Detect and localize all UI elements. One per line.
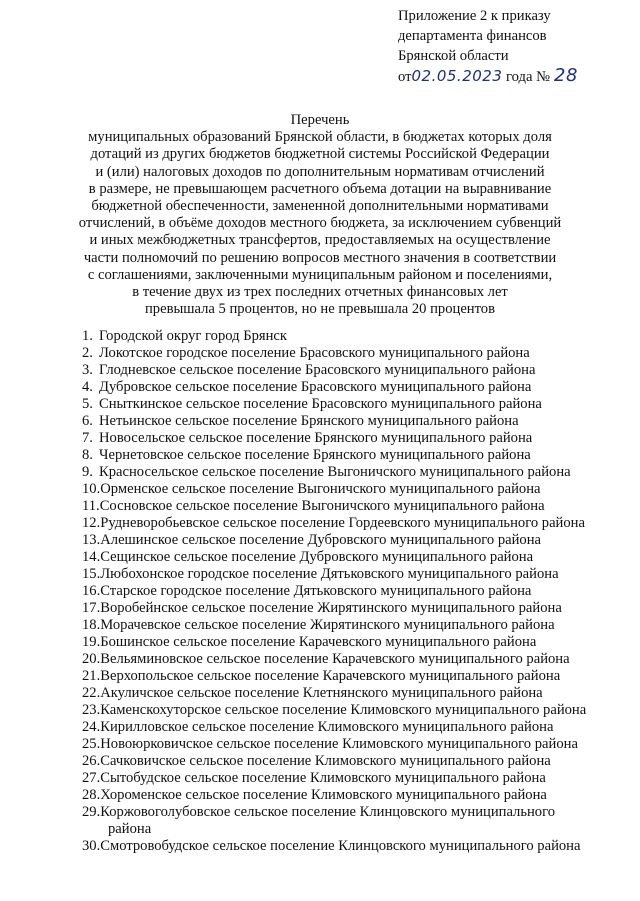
item-label: Верхопольское сельское поселение Карачевского муниципального района <box>100 668 561 684</box>
item-text <box>82 719 553 736</box>
title-line: и иных межбюджетных трансфертов, предоставляемых на осуществление <box>89 232 551 249</box>
item-number: 27. <box>82 770 101 786</box>
title-line: отчислений, в объёме доходов местного бюджета, за исключением субвенций <box>78 215 562 232</box>
item-number: 20. <box>82 651 101 667</box>
list-item <box>82 362 622 379</box>
item-text: Новосельское сельское поселение Брянского муниципального района <box>99 430 533 446</box>
appendix-date-line <box>398 66 628 87</box>
item-number: 11. <box>82 498 100 514</box>
item-number: 9. <box>82 464 93 480</box>
item-number: 2. <box>82 345 93 361</box>
item-text <box>82 770 546 787</box>
item-label: Смотровобудское сельское поселение Клинцовского муниципального района <box>100 838 581 854</box>
appendix-line-2: департамента финансов <box>398 28 547 44</box>
item-label: Любохонское городское поселение Дятьковского муниципального района <box>100 566 559 582</box>
item-number: 17. <box>82 600 101 616</box>
item-number: 12. <box>82 515 101 531</box>
item-text <box>82 668 560 685</box>
item-label: Сачковичское сельское поселение Климовского муниципального района <box>100 753 551 769</box>
item-number: 13. <box>82 532 101 548</box>
item-label: Коржовоголубовское сельское поселение Клинцовского муниципального <box>100 804 556 820</box>
title-line: в размере, не превышающем расчетного объема дотации на выравнивание <box>88 180 552 197</box>
list-item <box>82 481 622 498</box>
title-line: превышала 5 процентов, но не превышала 20 процентов <box>145 301 495 318</box>
handwritten-number: 28 <box>554 65 578 86</box>
title-line: части полномочий по решению вопросов местного значения в соответствии <box>83 249 557 266</box>
item-text <box>82 651 570 668</box>
list-item <box>82 685 622 702</box>
title-heading: Перечень <box>290 112 350 128</box>
item-number: 8. <box>82 447 93 463</box>
item-text <box>82 617 555 634</box>
item-text <box>82 787 547 804</box>
item-number: 5. <box>82 396 93 412</box>
item-label: Воробейнское сельское поселение Жирятинского муниципального района <box>100 600 562 616</box>
handwritten-date: 02.05.2023 <box>411 67 503 85</box>
item-number: 23. <box>82 702 101 718</box>
list-item <box>82 838 622 855</box>
title-line: дотаций из других бюджетов бюджетной системы Российской Федерации <box>90 146 550 163</box>
appendix-line-3: Брянской области <box>398 48 509 64</box>
list-item <box>82 736 622 753</box>
item-number: 28. <box>82 787 101 803</box>
item-number: 7. <box>82 430 93 446</box>
item-text: Глодневское сельское поселение Брасовского муниципального района <box>99 362 536 378</box>
list-item <box>82 668 622 685</box>
item-label: Акуличское сельское поселение Клетнянского муниципального района <box>100 685 543 701</box>
item-text: Дубровское сельское поселение Брасовского муниципального района <box>99 379 532 395</box>
item-number: 29. <box>82 804 101 820</box>
item-number: 21. <box>82 668 101 684</box>
item-number: 30. <box>82 838 101 854</box>
item-number: 1. <box>82 328 93 344</box>
list-item <box>82 498 622 515</box>
item-number: 18. <box>82 617 101 633</box>
date-prefix: от <box>398 69 412 85</box>
list-item <box>82 515 622 532</box>
list-item <box>82 702 622 719</box>
list-item <box>82 549 622 566</box>
item-label: Кирилловское сельское поселение Климовского муниципального района <box>100 719 554 735</box>
title-line: и (или) налоговых доходов по дополнительным нормативам отчислений <box>95 163 545 180</box>
item-label: Рудневоробьевское сельское поселение Гордеевского муниципального района <box>100 515 585 531</box>
item-text <box>82 838 580 855</box>
item-number: 19. <box>82 634 101 650</box>
item-text <box>82 736 578 753</box>
item-label: Хороменское сельское поселение Климовского муниципального района <box>100 787 547 803</box>
list-item <box>82 464 622 481</box>
item-number: 25. <box>82 736 101 752</box>
item-label: Алешинское сельское поселение Дубровского муниципального района <box>100 532 541 548</box>
item-label: Орменское сельское поселение Выгоничского муниципального района <box>100 481 541 497</box>
list-item <box>82 396 622 413</box>
list-item <box>82 617 622 634</box>
number-label: № <box>536 69 551 85</box>
item-text <box>82 481 541 498</box>
list-item <box>82 600 622 617</box>
item-label: Вельяминовское сельское поселение Карачевского муниципального района <box>100 651 570 667</box>
item-text <box>82 685 543 702</box>
item-text <box>82 583 531 600</box>
list-item <box>82 345 622 362</box>
appendix-line-1: Приложение 2 к приказу <box>398 8 551 24</box>
item-number: 4. <box>82 379 93 395</box>
item-text <box>82 702 586 719</box>
item-text <box>82 515 585 532</box>
item-text <box>82 498 545 515</box>
list-item <box>82 532 622 549</box>
title-line: с соглашениями, заключенными муниципальным районом и поселениями, <box>87 266 553 283</box>
list-item <box>82 566 622 583</box>
list-item <box>82 379 622 396</box>
item-label: Сытобудское сельское поселение Климовского муниципального района <box>100 770 546 786</box>
item-text <box>82 600 562 617</box>
item-number: 6. <box>82 413 93 429</box>
item-label: Сещинское сельское поселение Дубровского муниципального района <box>100 549 534 565</box>
item-text: Локотское городское поселение Брасовского муниципального района <box>99 345 530 361</box>
list-item <box>82 430 622 447</box>
item-text <box>82 634 536 651</box>
list-item <box>82 753 622 770</box>
item-number: 24. <box>82 719 101 735</box>
list-item <box>82 770 622 787</box>
year-label: года <box>506 69 533 85</box>
item-number: 3. <box>82 362 93 378</box>
item-label: Морачевское сельское поселение Жирятинского муниципального района <box>100 617 555 633</box>
item-text <box>82 804 555 821</box>
item-text: Нетьинское сельское поселение Брянского муниципального района <box>99 413 519 429</box>
list-item <box>82 804 622 838</box>
item-text <box>82 566 559 583</box>
list-item <box>82 447 622 464</box>
item-label: Бошинское сельское поселение Карачевского муниципального района <box>100 634 537 650</box>
item-text <box>82 532 541 549</box>
item-number: 16. <box>82 583 101 599</box>
item-label: Старское городское поселение Дятьковского муниципального района <box>100 583 532 599</box>
item-label: Сосновское сельское поселение Выгоничского муниципального района <box>99 498 545 514</box>
title-line: в течение двух из трех последних отчетных финансовых лет <box>132 284 508 301</box>
item-text: Городской округ город Брянск <box>99 328 287 344</box>
item-text: Красносельское сельское поселение Выгоничского муниципального района <box>99 464 571 480</box>
item-number: 22. <box>82 685 101 701</box>
document-title <box>20 112 620 318</box>
item-number: 10. <box>82 481 101 497</box>
item-number: 26. <box>82 753 101 769</box>
municipality-list <box>82 328 622 855</box>
list-item <box>82 787 622 804</box>
list-item <box>82 651 622 668</box>
title-line: бюджетной обеспеченности, замененной дополнительными нормативами <box>91 198 549 215</box>
item-text <box>82 549 533 566</box>
item-label: Каменскохуторское сельское поселение Климовского муниципального района <box>100 702 587 718</box>
item-label: Новоюрковичское сельское поселение Климовского муниципального района <box>100 736 578 752</box>
list-item <box>82 328 622 345</box>
list-item <box>82 583 622 600</box>
title-line: муниципальных образований Брянской области, в бюджетах которых доля <box>88 129 552 146</box>
item-number: 15. <box>82 566 101 582</box>
list-item <box>82 634 622 651</box>
list-item <box>82 719 622 736</box>
item-text-continuation: района <box>108 821 152 837</box>
list-item <box>82 413 622 430</box>
item-text: Чернетовское сельское поселение Брянского муниципального района <box>99 447 531 463</box>
item-number: 14. <box>82 549 101 565</box>
item-text <box>82 753 551 770</box>
item-text: Сныткинское сельское поселение Брасовского муниципального района <box>99 396 542 412</box>
appendix-header <box>398 6 628 87</box>
